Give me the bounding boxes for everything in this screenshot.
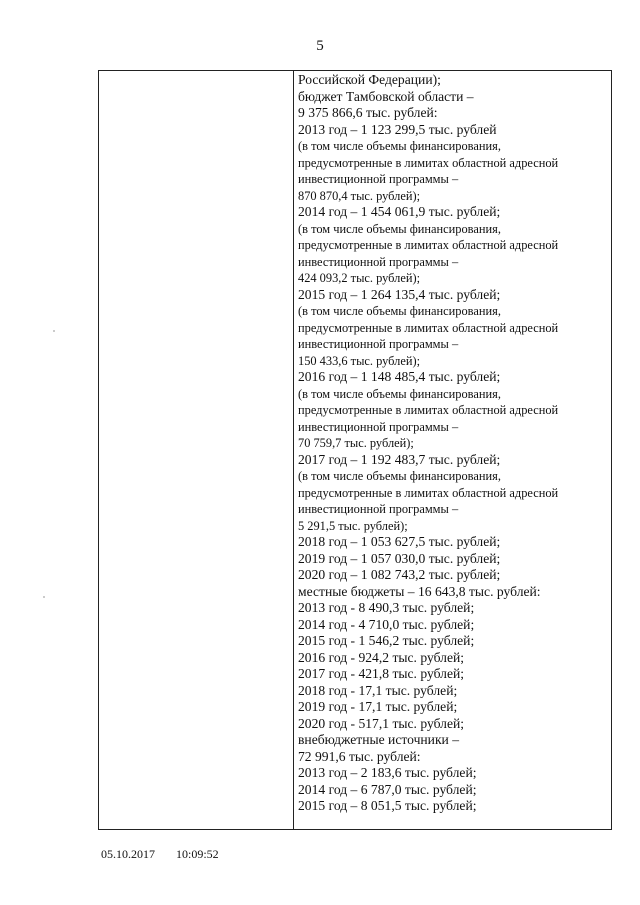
table-text-line: 5 291,5 тыс. рублей); (298, 518, 408, 533)
table-text-line: (в том числе объемы финансирования, (298, 139, 501, 153)
table-text-line: (в том числе объемы финансирования, (298, 304, 501, 318)
table-text-line: 2015 год – 8 051,5 тыс. рублей; (298, 798, 477, 813)
table-text-line: предусмотренные в лимитах областной адресной (298, 155, 559, 170)
table-left-cell (99, 71, 294, 829)
table-right-cell (295, 71, 611, 829)
table-text-line: (в том числе объемы финансирования, (298, 386, 501, 401)
table-text-line: бюджет Тамбовской области – (298, 88, 474, 104)
footer-time: 10:09:52 (176, 847, 219, 861)
table-text-line: инвестиционной программы – (298, 172, 459, 186)
table-text-line: 870 870,4 тыс. рублей); (298, 188, 421, 203)
table-text-line: 424 093,2 тыс. рублей); (298, 271, 421, 285)
table-text-line: 2014 год – 6 787,0 тыс. рублей; (298, 781, 477, 797)
table-text-line: 150 433,6 тыс. рублей); (298, 353, 421, 368)
table-text-line: предусмотренные в лимитах областной адресной (298, 238, 559, 252)
table-text-line: (в том числе объемы финансирования, (298, 469, 501, 483)
table-text-line: 2018 год – 1 053 627,5 тыс. рублей; (298, 534, 501, 549)
document-table (98, 70, 612, 830)
table-text-line: 2013 год – 1 123 299,5 тыс. рублей (298, 121, 497, 137)
table-text-line: инвестиционной программы – (298, 337, 459, 351)
table-text-line: 2016 год - 924,2 тыс. рублей; (298, 649, 465, 665)
table-text-line: 2015 год - 1 546,2 тыс. рублей; (298, 633, 475, 648)
table-text-line: внебюджетные источники – (298, 732, 460, 747)
table-text-line: предусмотренные в лимитах областной адресной (298, 485, 559, 500)
scan-speck (53, 330, 55, 332)
table-text-line: (в том числе объемы финансирования, (298, 221, 501, 236)
table-text-line: инвестиционной программы – (298, 502, 459, 516)
table-text-line: 2013 год - 8 490,3 тыс. рублей; (298, 600, 475, 615)
table-text-line: 2018 год - 17,1 тыс. рублей; (298, 682, 458, 698)
table-text-line: предусмотренные в лимитах областной адресной (298, 320, 559, 335)
table-text-line: инвестиционной программы – (298, 419, 459, 434)
scan-speck (43, 596, 45, 598)
table-text-line: 2020 год – 1 082 743,2 тыс. рублей; (298, 567, 501, 582)
table-text-line: 2020 год - 517,1 тыс. рублей; (298, 715, 465, 731)
table-text-line: 9 375 866,6 тыс. рублей: (298, 105, 438, 120)
table-text-line: Российской Федерации); (298, 72, 441, 87)
table-text-line: местные бюджеты – 16 643,8 тыс. рублей: (298, 583, 541, 599)
footer-timestamp (101, 847, 219, 862)
page-number: 5 (316, 38, 324, 54)
table-text-line: 72 991,6 тыс. рублей: (298, 748, 421, 764)
table-text-line: 2016 год – 1 148 485,4 тыс. рублей; (298, 369, 501, 384)
footer-date: 05.10.2017 (101, 847, 155, 861)
table-text-line: 2013 год – 2 183,6 тыс. рублей; (298, 765, 477, 780)
table-text-line: 2015 год – 1 264 135,4 тыс. рублей; (298, 286, 501, 302)
table-text-line: 2017 год – 1 192 483,7 тыс. рублей; (298, 451, 501, 467)
table-text-line: предусмотренные в лимитах областной адресной (298, 403, 559, 417)
table-text-line: 2017 год - 421,8 тыс. рублей; (298, 666, 465, 681)
table-text-line: 70 759,7 тыс. рублей); (298, 436, 414, 450)
table-text-line: 2019 год - 17,1 тыс. рублей; (298, 699, 458, 714)
table-text-line: инвестиционной программы – (298, 254, 459, 269)
table-text-line: 2014 год - 4 710,0 тыс. рублей; (298, 616, 475, 632)
table-text-line: 2014 год – 1 454 061,9 тыс. рублей; (298, 204, 501, 219)
table-text-line: 2019 год – 1 057 030,0 тыс. рублей; (298, 550, 501, 566)
